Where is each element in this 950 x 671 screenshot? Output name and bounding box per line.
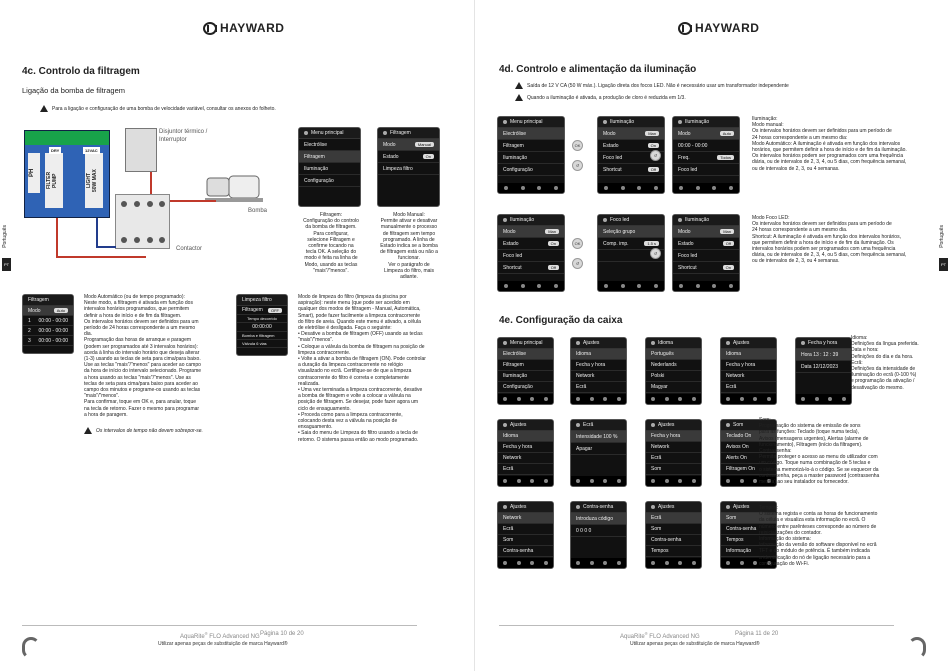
screen-row[interactable]: Som [646,524,701,535]
breaker-label: Disjuntor térmico / Interruptor [159,129,208,143]
controller-screen: Foco led Seleção grupo Comp. imp. 1.5 s [597,214,665,292]
back-key-icon: ↺ [650,248,661,259]
footer-icon [617,561,621,565]
controller-screen: Ajustes Idioma Fecha y hora Network Ecrã [570,337,627,405]
footer-icon [537,284,541,288]
controller-screen: Menu principal Electrólise Filtragem Iluminação Configuração [497,337,554,405]
screen-row[interactable]: Filtragem [498,360,553,371]
screen-row[interactable]: Apagar [571,443,626,455]
controller-screen: Som Teclado On Avisos On Alerts On Filtragem On [720,419,777,487]
footer-icon [712,284,716,288]
screen-row[interactable]: Shortcut Off [598,164,664,176]
screen-row[interactable]: Nederlands [646,360,701,371]
controller-screen: Ajustes Idioma Fecha y hora Network Ecrã [497,419,554,487]
screen-row[interactable]: Estado On [498,238,564,250]
modo-auto-text: Modo Automático (ou de tempo programado): Neste modo, a filtragem é ativada em função dos intervalos horários programados, que permitem definir a hora de início e de fim da filtragem. Os intervalos horários devem ser definidos para um período de 24 horas correspondente a um mesmo dia. Programação das horas de arranque e paragem (podem ser programados até 3 intervalos horários): aceda à linha do intervalo horário que deseja alterar (1-3) usando as teclas de seta para cima/para baixo. Use as teclas "mais"/"menos" para aceder ao campo da hora de início do intervalo selecionado. Programe a hora usando as teclas "mais"/"menos". Use as teclas de seta para cima/para baixo para aceder ao campo dos minutos e programe-os usando as teclas "mais"/"menos". Para confirmar, toque em OK e, para anular, toque na tecla de retorno. Fazer o mesmo para programar a hora de paragem. [84,294,202,418]
footer-icon [692,479,696,483]
footer-icon [590,479,594,483]
screen-row[interactable]: Idioma [571,349,626,360]
screen-row[interactable]: Iluminação [498,152,564,164]
warning-icon [84,427,92,434]
footer-icon [603,479,607,483]
footer-icon [842,397,846,401]
footer-line [22,625,417,626]
section-title: 4c. Controlo da filtragem [22,66,140,77]
screen-icon [576,341,580,345]
back-key-icon: ↺ [650,150,661,161]
footer-icon [554,284,558,288]
footer-line [499,625,894,626]
screen-row[interactable]: Modo Man [673,226,739,238]
screen-row[interactable]: Teclado On [721,431,776,442]
footer-icon [521,186,525,190]
controller-screen: Ajustes Fecha y hora Network Ecrã Som [645,419,702,487]
footer-icon [651,479,655,483]
warning-note: Saída de 12 V CA (50 W máx.). Ligação direta dos focos LED. Não é necessário usar um transformador independente [515,82,789,89]
footer-icon [726,561,730,565]
screen-row[interactable]: Comp. imp. 1.5 s [598,238,664,250]
footer-icon [603,397,607,401]
pump-label: Bomba [248,208,268,214]
screen-row[interactable]: Modo Man [498,226,564,238]
screen-row[interactable]: Seleção grupo [598,226,664,238]
screen-row[interactable]: Tempos [721,535,776,546]
screen-row[interactable]: Shortcut On [673,262,739,274]
footer-icon [753,397,757,401]
footer-icon [815,397,819,401]
footer-icon [729,284,733,288]
control-panel [24,130,110,218]
screen-row[interactable]: Foco led [498,250,564,262]
config-title: 4e. Configuração da caixa [499,315,623,326]
footer-page: Página 11 de 20 [735,631,779,637]
screen-filtragem-manual: Filtragem Modo Manual Estado On Limpeza filtro [377,127,440,207]
footer-icon [617,397,621,401]
screen-row[interactable]: Som [498,535,553,546]
menu-item[interactable]: Iluminação [299,163,360,175]
footer-page: Página 10 de 20 [260,631,304,637]
footer-icon [637,284,641,288]
footer-icon [692,397,696,401]
screen-row[interactable]: Idioma [721,349,776,360]
screen-row[interactable]: Som [646,464,701,475]
language-name: Português [939,225,945,248]
screen-row[interactable]: Electrólise [498,349,553,360]
screen-row[interactable]: Contra-senha [498,546,553,557]
ok-key-icon: OK [572,238,583,249]
screen-row[interactable]: Informação [721,546,776,557]
menu-item[interactable]: Electrólise [299,139,360,151]
screen-row[interactable]: Modo Man [598,128,664,140]
screen-row[interactable]: Shortcut Off [498,262,564,274]
screen-row[interactable]: Hora 13 : 12 : 39 [796,349,851,361]
menu-item[interactable]: Filtragem [299,151,360,163]
screen-row[interactable]: Ecrã [498,524,553,535]
footer-icon [604,284,608,288]
contactor-label: Contactor [176,246,203,252]
screen-icon [726,341,730,345]
screen-row[interactable]: Network [498,513,553,524]
footer-icon [828,397,832,401]
section-title: 4d. Controlo e alimentação da iluminação [499,64,697,75]
screen-menu-principal: Menu principal Electrólise Filtragem Iluminação Configuração [298,127,361,207]
screen-row[interactable]: Electrólise [498,128,564,140]
footer-product: AquaRite® FLO Advanced NG [620,631,700,640]
screen-row[interactable]: Contra-senha [721,524,776,535]
hayward-mark-icon [678,22,692,35]
screen-row[interactable]: Fecha y hora [646,431,701,442]
screen-icon [503,218,507,222]
screen-row[interactable]: Ecrã [498,464,553,475]
page-back-icon[interactable] [22,637,40,659]
footer-icon [590,397,594,401]
footer-icon [665,397,669,401]
screen-row[interactable]: Português [646,349,701,360]
footer-sub: Utilizar apenas peças de substituição de marca Hayward® [158,641,288,647]
footer-icon [665,479,669,483]
screen-row[interactable]: Data 12/12/2023 [796,361,851,373]
warning-icon [515,82,523,89]
footer-icon [679,284,683,288]
screen-row[interactable]: Configuração [498,382,553,393]
footer-icon [576,397,580,401]
screen-row[interactable]: Network [571,371,626,382]
footer-icon [801,397,805,401]
screen-row[interactable]: Intensidade 100 % [571,431,626,443]
limpeza-text: Modo de limpeza do filtro (limpeza da piscina por aspiração): neste menu (que pode ser acedido em qualquer dos modos de filtragem - Manual, Automática, Smart), pode fazer facilmente a limpeza contracorrente do filtro de areia. Quando este menu é ativado, a célula de eletrólise é desligada. Faça o seguinte: • Desative a bomba de filtragem (OFF) usando as teclas "mais"/"menos". • Coloque a válvula da bomba de filtragem na posição de limpeza contracorrente. • Volte a ativar a bomba de filtragem (ON). Pode controlar a duração da limpeza contracorrente no relógio visualizado no ecrã. Certifique-se de que a limpeza contracorrente do filtro é correta e completamente realizada. • Uma vez terminada a limpeza contracorrente, desative a bomba de filtragem e volte a colocar a válvula na posição de filtragem. Se desejar, pode fazer agora um ciclo de enxaguamento. • Proceda como para a limpeza contracorrente, colocando desta vez a válvula na posição de enxaguamento. • Saia do menu de Limpeza do filtro usando a tecla de retorno. O sistema passa então ao modo programado. [298,294,426,443]
screen-icon [603,218,607,222]
controller-screen: Contra-senha Introduza código 0 0 0 0 [570,501,627,569]
footer-icon [530,561,534,565]
footer-icon [651,561,655,565]
controller-screen: Iluminação Modo Man Estado On Foco led Shortcut Off [497,214,565,292]
interval-row[interactable]: 3 00:00 - 00:00 [23,336,73,346]
footer-icon [740,561,744,565]
som-text: Som: Programação do sistema de emissão de sons para as funções: Teclado (toque numa tecla), Avisos (mensagens urgentes), Alertas (alarme de funcionamento), Filtragem (início da filtragem). Contrassenha: Permite proteger o acesso ao menu do utilizador com um código. Toque numa combinação de 5 teclas e o sistema memorizá-lo-á o código. Se se esquecer da contrassenha, peça a master password (contrassenha mestra) ao seu instalador ou fornecedor. [759,417,880,486]
screen-row[interactable]: Ecrã [646,513,701,524]
hayward-mark-icon [203,22,217,35]
screen-row[interactable]: Ecrã [646,453,701,464]
setting-row[interactable]: Limpeza filtro [378,163,439,175]
footer-sub: Utilizar apenas peças de substituição de marca Hayward® [630,641,760,647]
setting-row[interactable]: Estado On [378,151,439,163]
footer-icon [692,561,696,565]
screen-row[interactable]: Foco led [673,164,739,176]
ph-label: PH [28,153,40,193]
footer-product: AquaRite® FLO Advanced NG [180,631,260,640]
setting-row[interactable]: Modo Manual [378,139,439,151]
screen-row[interactable]: Network [646,442,701,453]
screen-row[interactable]: 00:00 - 00:00 [673,140,739,152]
controller-screen: Idioma Português Nederlands Polski Magyar [645,337,702,405]
screen-row[interactable]: Fecha y hora [721,360,776,371]
screen-row[interactable]: Introduza código [571,513,626,525]
menu-icon [304,131,308,135]
screen-row[interactable]: Alerts On [721,453,776,464]
back-key-icon: ↺ [572,258,583,269]
footer-icon [678,479,682,483]
controller-screen: Ajustes Idioma Fecha y hora Network Ecrã [720,337,777,405]
screen-row[interactable]: Polski [646,371,701,382]
menu-item[interactable]: Configuração [299,175,360,187]
footer-icon [517,561,521,565]
subsection-title: Ligação da bomba de filtragem [22,86,125,95]
footer-icon [503,561,507,565]
footer-icon [530,397,534,401]
screen-row[interactable]: Network [721,371,776,382]
screen-row[interactable]: 0 0 0 0 [571,525,626,537]
back-key-icon: ↺ [572,160,583,171]
idioma-text: Idioma: Definições da língua preferida. Data e hora: Definições do dia e da hora. Ecrã: Definições da intensidade de iluminação do ecrã (0-100 %) e programação da ativação / desativação do mesmo. [851,335,919,391]
screen-row[interactable]: Foco led [673,250,739,262]
footer-icon [603,561,607,565]
footer-icon [503,397,507,401]
page-forward-icon[interactable] [908,637,926,659]
footer-icon [767,397,771,401]
filter-pump-label: FILTER PUMP [45,153,63,208]
screen-row[interactable]: Freq. Todos [673,152,739,164]
interval-row[interactable]: 2 00:00 - 00:00 [23,326,73,336]
footer-icon [740,397,744,401]
light-label: LIGHT 50W MAX [85,153,103,208]
footer-icon [503,479,507,483]
screen-row[interactable]: Filtragem [498,140,564,152]
screen-icon [576,423,580,427]
footer-icon [696,186,700,190]
screen-row[interactable]: Ecrã [721,382,776,393]
language-code: PT [939,258,948,271]
footer-icon [654,284,658,288]
footer-icon [544,397,548,401]
caption-modo-manual: Modo Manual: Permite ativar e desativar manualmente o processo de filtragem sem tempo programado. A linha de Estado indica se a bomba de filtragem está ou não a funcionar. Ver o parágrafo de Limpeza do filtro, mais adiante. [380,212,438,281]
footer-icon [679,186,683,190]
caption-filtragem: Filtragem: Configuração do controlo da bomba de filtragem. Para configurar, selecione Filtragem e confirme tocando na tecla OK. A seleção do modo é feita na linha de Modo, usando as teclas "mais"/"menos". [303,212,359,274]
screen-row[interactable]: Ecrã [571,382,626,393]
footer-icon [617,479,621,483]
screen-filtragem-auto: Filtragem Modo Auto 1 00:00 - 00:00 2 00:00 - 00:00 3 00:00 - 00:00 [22,294,74,354]
footer-icon [654,186,658,190]
screen-row[interactable]: Magyar [646,382,701,393]
screen-icon [651,505,655,509]
ilum-text: Iluminação: Modo manual: Os intervalos horários devem ser definidos para um período de 24 horas correspondente a um mesmo dia: Modo Automático: A iluminação é ativada em função dos intervalos horários, que permitem definir a hora de início e de fim da iluminação. Os intervalos horários podem ser programados com uma frequência diária, ou de intervalos de 2, 3, 4, ou 5 dias, com frequência semanal, ou de intervalos de 2, 3, ou 4 semanas. [752,116,907,172]
screen-icon [503,505,507,509]
screen-row[interactable]: Contra-senha [646,535,701,546]
screen-row[interactable]: Foco led [598,152,664,164]
controller-screen: Ajustes Ecrã Som Contra-senha Tempos [645,501,702,569]
screen-icon [726,505,730,509]
screen-icon [576,505,580,509]
screen-icon [603,120,607,124]
foco-text: Modo Foco LED: Os intervalos horários devem ser definidos para um período de 24 horas correspondente a um mesmo dia. Shortcut: A iluminação é ativada em função dos intervalos horários, que permitem definir a hora de início e de fim da iluminação. Os intervalos horários podem ser programados com uma frequência diária, ou de intervalos de 2, 3, 4, ou 5 dias, com frequência semanal, ou de intervalos de 2, 3, ou 4 semanas. [752,215,907,265]
screen-icon [503,120,507,124]
screen-row[interactable]: Estado On [598,140,664,152]
footer-icon [544,479,548,483]
footer-icon [678,561,682,565]
warning-note: Para a ligação e configuração de uma bomba de velocidade variável, consultar os anexos do folheto. [40,105,276,112]
footer-icon [621,284,625,288]
screen-row[interactable]: Idioma [498,431,553,442]
screen-row[interactable]: Iluminação [498,371,553,382]
footer-icon [521,284,525,288]
footer-icon [621,186,625,190]
footer-icon [726,479,730,483]
footer-icon [696,284,700,288]
setting-row[interactable]: Modo Auto [23,306,73,316]
screen-row[interactable]: Som [721,513,776,524]
language-name: Português [2,225,8,248]
footer-icon [651,397,655,401]
footer-icon [753,479,757,483]
footer-icon [576,479,580,483]
voltage-label: 12VAC [85,148,98,153]
footer-icon [504,186,508,190]
controller-screen: Fecha y hora Hora 13 : 12 : 39 Data 12/12/2023 [795,337,852,405]
footer-icon [537,186,541,190]
footer-icon [678,397,682,401]
footer-icon [637,186,641,190]
tempos-text: Tempos: O sistema regista e conta as horas de funcionamento da célula e visualiza esta informação no ecrã. O número entre parênteses corresponde ao número de reinicializações do contador. Informação do sistema: Informação da versão do software disponível no ecrã TFT e do módulo de potência. É também indicada a identificação do nó de ligação necessário para a configuração do Wi-Fi. [759,505,878,567]
screen-icon [651,423,655,427]
screen-row[interactable]: Tempos [646,546,701,557]
footer-icon [517,397,521,401]
footer-icon [712,186,716,190]
footer-icon [517,479,521,483]
controller-screen: Iluminação Modo Man Estado On Foco led Shortcut Off [597,116,665,194]
pump-icon [205,170,265,204]
controller-screen: Ajustes Som Contra-senha Tempos Informação [720,501,777,569]
footer-icon [753,561,757,565]
filter-icon [383,131,387,135]
hayward-logo: HAYWARD [678,21,759,35]
footer-icon [665,561,669,565]
screen-row[interactable]: Network [498,453,553,464]
screen-icon [503,423,507,427]
right-page [475,0,950,671]
interval-row[interactable]: 1 00:00 - 00:00 [23,316,73,326]
footer-icon [530,479,534,483]
contactor [115,194,170,249]
screen-icon [726,423,730,427]
footer-icon [590,561,594,565]
screen-icon [678,120,682,124]
screen-row[interactable]: Filtragem On [721,464,776,475]
screen-icon [651,341,655,345]
footer-icon [729,186,733,190]
dry-label: DRY [51,148,60,153]
warning-icon [40,105,48,112]
language-code: PT [2,258,11,271]
screen-row[interactable]: Estado Off [673,238,739,250]
screen-icon [503,341,507,345]
warning-icon [515,94,523,101]
warning-note: Quando a iluminação é ativada, a produção de cloro é reduzida em 1/3. [515,94,686,101]
controller-screen: Iluminação Modo Man Estado Off Foco led Shortcut On [672,214,740,292]
screen-limpeza-filtro: Limpeza filtro Filtragem OFF Tempo decorrido 00:00:00 Bomba e filtragem Válvula 6 vias [236,294,288,356]
footer-icon [740,479,744,483]
footer-icon [576,561,580,565]
controller-screen: Ecrã Intensidade 100 % Apagar [570,419,627,487]
screen-icon [678,218,682,222]
screen-row[interactable]: Fecha y hora [498,442,553,453]
footer-icon [726,397,730,401]
footer-icon [544,561,548,565]
hayward-logo: HAYWARD [203,21,284,35]
controller-screen: Menu principal Electrólise Filtragem Iluminação Configuração [497,116,565,194]
screen-row[interactable]: Modo Auto [673,128,739,140]
controller-screen: Ajustes Network Ecrã Som Contra-senha [497,501,554,569]
screen-row[interactable]: Fecha y hora [571,360,626,371]
screen-row[interactable]: Avisos On [721,442,776,453]
footer-icon [604,186,608,190]
screen-icon [801,341,805,345]
thermal-breaker [125,128,157,172]
footer-icon [554,186,558,190]
overlap-note: Os intervalos de tempo não devem sobrepor-se. [84,427,203,434]
footer-icon [504,284,508,288]
screen-row[interactable]: Configuração [498,164,564,176]
controller-screen: Iluminação Modo Auto 00:00 - 00:00 Freq. Todos Foco led [672,116,740,194]
ok-key-icon: OK [572,140,583,151]
